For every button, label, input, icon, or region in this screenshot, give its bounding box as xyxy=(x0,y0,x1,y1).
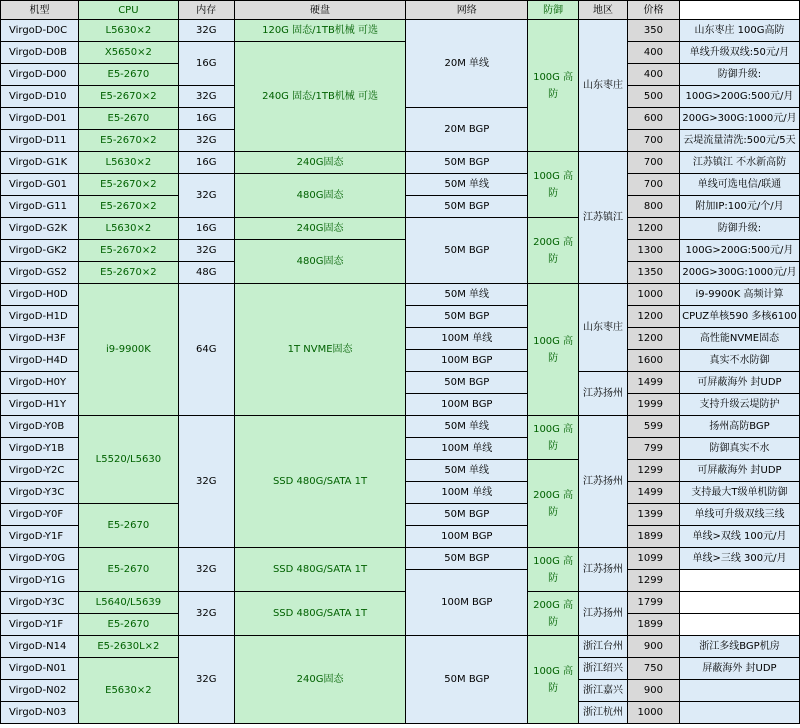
cpu-cell: E5-2670 xyxy=(78,108,178,130)
price-cell: 900 xyxy=(628,680,680,702)
cpu-cell: E5-2670×2 xyxy=(78,86,178,108)
disk-cell: SSD 480G/SATA 1T xyxy=(234,592,406,636)
note-cell: i9-9900K 高频计算 xyxy=(679,284,799,306)
price-cell: 800 xyxy=(628,196,680,218)
cpu-cell: E5-2670 xyxy=(78,64,178,86)
note-cell: 单线可选电信/联通 xyxy=(679,174,799,196)
network-cell: 50M BGP xyxy=(406,152,528,174)
model-cell: VirgoD-D0B xyxy=(1,42,79,64)
disk-cell: SSD 480G/SATA 1T xyxy=(234,416,406,548)
network-cell: 100M BGP xyxy=(406,570,528,636)
note-cell: 扬州高防BGP xyxy=(679,416,799,438)
table-row xyxy=(1,592,800,614)
disk-cell: 240G固态 xyxy=(234,152,406,174)
note-cell: 支持最大T级单机防御 xyxy=(679,482,799,504)
table-row xyxy=(1,20,800,42)
price-cell: 350 xyxy=(628,20,680,42)
model-cell: VirgoD-G1K xyxy=(1,152,79,174)
cpu-cell: L5630×2 xyxy=(78,152,178,174)
table-row xyxy=(1,152,800,174)
cpu-cell: E5630×2 xyxy=(78,658,178,724)
cpu-cell: L5520/L5630 xyxy=(78,416,178,504)
region-cell: 山东枣庄 xyxy=(579,20,628,152)
price-cell: 1299 xyxy=(628,460,680,482)
memory-cell: 32G xyxy=(178,548,234,592)
model-cell: VirgoD-D10 xyxy=(1,86,79,108)
network-cell: 100M BGP xyxy=(406,394,528,416)
network-cell: 50M BGP xyxy=(406,636,528,724)
defense-cell: 200G 高防 xyxy=(528,218,579,284)
note-cell: 单线>双线 100元/月 xyxy=(679,526,799,548)
network-cell: 100M 单线 xyxy=(406,328,528,350)
model-cell: VirgoD-Y3C xyxy=(1,592,79,614)
region-cell: 江苏扬州 xyxy=(579,372,628,416)
price-cell: 1000 xyxy=(628,284,680,306)
price-cell: 1099 xyxy=(628,548,680,570)
cpu-cell: E5-2670×2 xyxy=(78,240,178,262)
model-cell: VirgoD-H0Y xyxy=(1,372,79,394)
header-memory: 内存 xyxy=(178,1,234,20)
cpu-cell: E5-2670×2 xyxy=(78,174,178,196)
model-cell: VirgoD-N01 xyxy=(1,658,79,680)
table-row xyxy=(1,174,800,196)
note-cell: 100G>200G:500元/月 xyxy=(679,240,799,262)
network-cell: 100M BGP xyxy=(406,350,528,372)
note-cell: 200G>300G:1000元/月 xyxy=(679,108,799,130)
price-cell: 1499 xyxy=(628,482,680,504)
model-cell: VirgoD-GS2 xyxy=(1,262,79,284)
region-cell: 浙江杭州 xyxy=(579,702,628,724)
model-cell: VirgoD-D00 xyxy=(1,64,79,86)
memory-cell: 16G xyxy=(178,218,234,240)
cpu-cell: E5-2670 xyxy=(78,548,178,592)
network-cell: 50M BGP xyxy=(406,504,528,526)
price-cell: 900 xyxy=(628,636,680,658)
cpu-cell: E5-2630L×2 xyxy=(78,636,178,658)
network-cell: 100M 单线 xyxy=(406,438,528,460)
memory-cell: 32G xyxy=(178,130,234,152)
model-cell: VirgoD-Y0B xyxy=(1,416,79,438)
memory-cell: 16G xyxy=(178,152,234,174)
region-cell: 浙江嘉兴 xyxy=(579,680,628,702)
defense-cell: 200G 高防 xyxy=(528,460,579,548)
cpu-cell: L5630×2 xyxy=(78,20,178,42)
header-model: 机型 xyxy=(1,1,79,20)
memory-cell: 32G xyxy=(178,86,234,108)
note-cell xyxy=(679,614,799,636)
model-cell: VirgoD-H1Y xyxy=(1,394,79,416)
note-cell: 支持升级云堤防护 xyxy=(679,394,799,416)
model-cell: VirgoD-N03 xyxy=(1,702,79,724)
price-cell: 1799 xyxy=(628,592,680,614)
table-row xyxy=(1,636,800,658)
model-cell: VirgoD-H0D xyxy=(1,284,79,306)
note-cell xyxy=(679,592,799,614)
header-row xyxy=(1,1,800,20)
network-cell: 50M BGP xyxy=(406,548,528,570)
price-cell: 1899 xyxy=(628,526,680,548)
note-cell: 可屏蔽海外 封UDP xyxy=(679,460,799,482)
network-cell: 50M 单线 xyxy=(406,174,528,196)
model-cell: VirgoD-H3F xyxy=(1,328,79,350)
network-cell: 100M 单线 xyxy=(406,482,528,504)
network-cell: 50M BGP xyxy=(406,372,528,394)
price-cell: 1399 xyxy=(628,504,680,526)
network-cell: 100M BGP xyxy=(406,526,528,548)
note-cell xyxy=(679,570,799,592)
note-cell: 防御真实不水 xyxy=(679,438,799,460)
defense-cell: 100G 高防 xyxy=(528,548,579,592)
defense-cell: 100G 高防 xyxy=(528,20,579,152)
price-cell: 1000 xyxy=(628,702,680,724)
price-cell: 1200 xyxy=(628,218,680,240)
model-cell: VirgoD-G11 xyxy=(1,196,79,218)
memory-cell: 16G xyxy=(178,42,234,86)
model-cell: VirgoD-H1D xyxy=(1,306,79,328)
network-cell: 20M 单线 xyxy=(406,20,528,108)
region-cell: 江苏扬州 xyxy=(579,416,628,548)
network-cell: 50M BGP xyxy=(406,218,528,284)
table-row xyxy=(1,218,800,240)
cpu-cell: E5-2670×2 xyxy=(78,130,178,152)
table-row xyxy=(1,240,800,262)
price-cell: 700 xyxy=(628,130,680,152)
note-cell: 高性能NVME固态 xyxy=(679,328,799,350)
disk-cell: 240G 固态/1TB机械 可选 xyxy=(234,42,406,152)
table-row xyxy=(1,42,800,64)
cpu-cell: i9-9900K xyxy=(78,284,178,416)
disk-cell: 1T NVME固态 xyxy=(234,284,406,416)
memory-cell: 32G xyxy=(178,416,234,548)
disk-cell: 120G 固态/1TB机械 可选 xyxy=(234,20,406,42)
price-cell: 750 xyxy=(628,658,680,680)
table-row xyxy=(1,548,800,570)
defense-cell: 200G 高防 xyxy=(528,592,579,636)
header-note xyxy=(679,1,799,20)
note-cell: 可屏蔽海外 封UDP xyxy=(679,372,799,394)
table-row xyxy=(1,416,800,438)
note-cell: 200G>300G:1000元/月 xyxy=(679,262,799,284)
model-cell: VirgoD-N14 xyxy=(1,636,79,658)
model-cell: VirgoD-Y1F xyxy=(1,614,79,636)
note-cell: 山东枣庄 100G高防 xyxy=(679,20,799,42)
disk-cell: 240G固态 xyxy=(234,218,406,240)
region-cell: 山东枣庄 xyxy=(579,284,628,372)
model-cell: VirgoD-Y0F xyxy=(1,504,79,526)
model-cell: VirgoD-H4D xyxy=(1,350,79,372)
price-cell: 400 xyxy=(628,42,680,64)
model-cell: VirgoD-Y2C xyxy=(1,460,79,482)
model-cell: VirgoD-Y0G xyxy=(1,548,79,570)
price-cell: 1899 xyxy=(628,614,680,636)
disk-cell: SSD 480G/SATA 1T xyxy=(234,548,406,592)
region-cell: 浙江绍兴 xyxy=(579,658,628,680)
region-cell: 浙江台州 xyxy=(579,636,628,658)
note-cell: 单线升级双线:50元/月 xyxy=(679,42,799,64)
network-cell: 50M 单线 xyxy=(406,416,528,438)
model-cell: VirgoD-D01 xyxy=(1,108,79,130)
price-cell: 500 xyxy=(628,86,680,108)
note-cell: 浙江多线BGP机房 xyxy=(679,636,799,658)
note-cell: 单线可升级双线三线 xyxy=(679,504,799,526)
price-cell: 1200 xyxy=(628,328,680,350)
model-cell: VirgoD-D11 xyxy=(1,130,79,152)
note-cell: 防御升级: xyxy=(679,64,799,86)
defense-cell: 100G 高防 xyxy=(528,636,579,724)
model-cell: VirgoD-Y3C xyxy=(1,482,79,504)
header-defense: 防御 xyxy=(528,1,579,20)
defense-cell: 100G 高防 xyxy=(528,284,579,416)
memory-cell: 16G xyxy=(178,108,234,130)
header-price: 价格 xyxy=(628,1,680,20)
header-region: 地区 xyxy=(579,1,628,20)
model-cell: VirgoD-G01 xyxy=(1,174,79,196)
header-disk: 硬盘 xyxy=(234,1,406,20)
network-cell: 50M 单线 xyxy=(406,460,528,482)
cpu-cell: E5-2670×2 xyxy=(78,262,178,284)
header-cpu: CPU xyxy=(78,1,178,20)
network-cell: 50M BGP xyxy=(406,196,528,218)
header-network: 网络 xyxy=(406,1,528,20)
model-cell: VirgoD-D0C xyxy=(1,20,79,42)
note-cell: 单线>三线 300元/月 xyxy=(679,548,799,570)
defense-cell: 100G 高防 xyxy=(528,416,579,460)
network-cell: 50M BGP xyxy=(406,306,528,328)
table-row xyxy=(1,284,800,306)
cpu-cell: L5630×2 xyxy=(78,218,178,240)
price-cell: 600 xyxy=(628,108,680,130)
price-cell: 1200 xyxy=(628,306,680,328)
price-cell: 799 xyxy=(628,438,680,460)
memory-cell: 32G xyxy=(178,240,234,262)
defense-cell: 100G 高防 xyxy=(528,152,579,218)
cpu-cell: L5640/L5639 xyxy=(78,592,178,614)
memory-cell: 32G xyxy=(178,174,234,218)
memory-cell: 48G xyxy=(178,262,234,284)
note-cell: 100G>200G:500元/月 xyxy=(679,86,799,108)
disk-cell: 480G固态 xyxy=(234,240,406,284)
note-cell: 江苏镇江 不水新高防 xyxy=(679,152,799,174)
note-cell: 真实不水防御 xyxy=(679,350,799,372)
note-cell xyxy=(679,680,799,702)
memory-cell: 32G xyxy=(178,20,234,42)
price-cell: 700 xyxy=(628,174,680,196)
model-cell: VirgoD-GK2 xyxy=(1,240,79,262)
note-cell: 防御升级: xyxy=(679,218,799,240)
model-cell: VirgoD-G2K xyxy=(1,218,79,240)
note-cell: 附加IP:100元/个/月 xyxy=(679,196,799,218)
price-cell: 1299 xyxy=(628,570,680,592)
network-cell: 20M BGP xyxy=(406,108,528,152)
disk-cell: 480G固态 xyxy=(234,174,406,218)
cpu-cell: X5650×2 xyxy=(78,42,178,64)
model-cell: VirgoD-N02 xyxy=(1,680,79,702)
region-cell: 江苏镇江 xyxy=(579,152,628,284)
region-cell: 江苏扬州 xyxy=(579,592,628,636)
price-cell: 1499 xyxy=(628,372,680,394)
price-cell: 1600 xyxy=(628,350,680,372)
network-cell: 50M 单线 xyxy=(406,284,528,306)
model-cell: VirgoD-Y1G xyxy=(1,570,79,592)
price-cell: 700 xyxy=(628,152,680,174)
memory-cell: 64G xyxy=(178,284,234,416)
memory-cell: 32G xyxy=(178,636,234,724)
note-cell: 屏蔽海外 封UDP xyxy=(679,658,799,680)
cpu-cell: E5-2670 xyxy=(78,614,178,636)
model-cell: VirgoD-Y1B xyxy=(1,438,79,460)
note-cell xyxy=(679,702,799,724)
price-cell: 1300 xyxy=(628,240,680,262)
region-cell: 江苏扬州 xyxy=(579,548,628,592)
note-cell: CPUZ单核590 多核6100 xyxy=(679,306,799,328)
price-cell: 599 xyxy=(628,416,680,438)
cpu-cell: E5-2670×2 xyxy=(78,196,178,218)
price-cell: 400 xyxy=(628,64,680,86)
memory-cell: 32G xyxy=(178,592,234,636)
disk-cell: 240G固态 xyxy=(234,636,406,724)
model-cell: VirgoD-Y1F xyxy=(1,526,79,548)
note-cell: 云堤流量清洗:500元/5天 xyxy=(679,130,799,152)
cpu-cell: E5-2670 xyxy=(78,504,178,548)
price-cell: 1350 xyxy=(628,262,680,284)
price-cell: 1999 xyxy=(628,394,680,416)
